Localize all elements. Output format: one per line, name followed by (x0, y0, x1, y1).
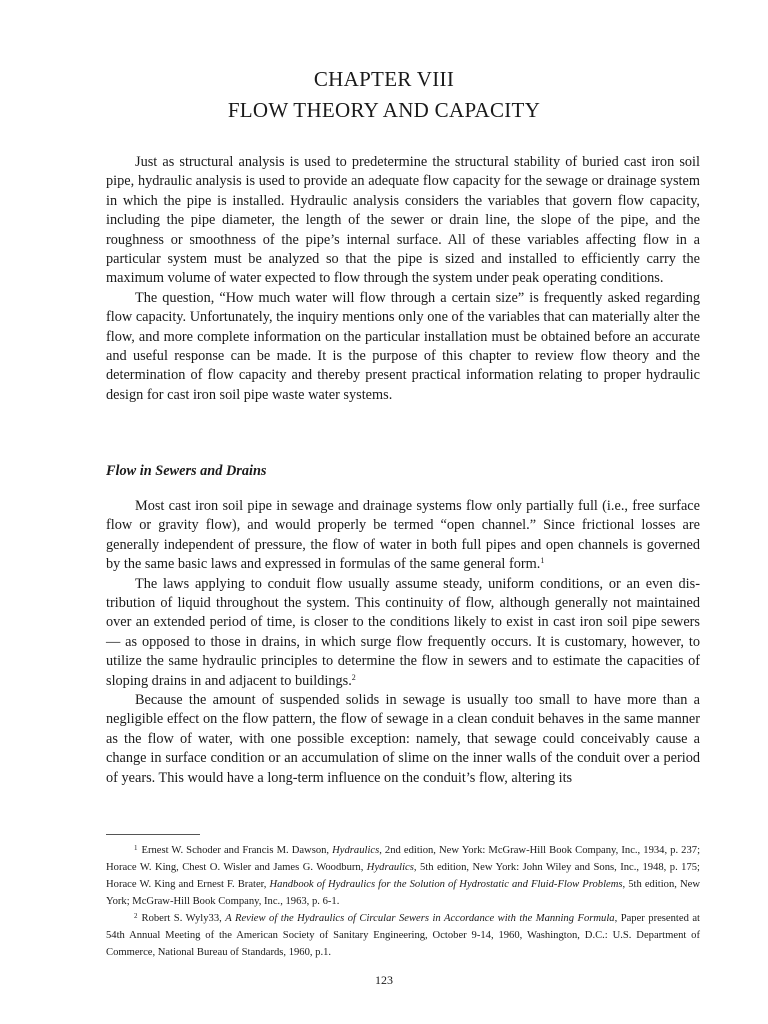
page-number: 123 (375, 973, 393, 987)
footnote-1-text-a: Ernest W. Schoder and Francis M. Dawson, (141, 845, 333, 856)
intro-paragraph-1: Just as structural analysis is used to predetermine the structural stability of buried cast iron soil pipe, hydraulic analysis is used to provide an adequate flow capacity for the sewage or drainage system in which the pipe is installed. Hydraulic analysis considers the variables that govern flow capacity, including the pipe diameter, the length of the sewer or drain line, the slope of the pipe, and the roughness or smoothness of the pipe’s internal surface. All of these variables affecting flow in a particular system must be analyzed so that the pipe is sized and installed to efficiently carry the maximum volume of water expected to flow through the system under peak operating conditions. (106, 154, 700, 287)
footnote-2-text-a: Robert S. Wyly33, (141, 913, 226, 924)
section-paragraph-1-text: Most cast iron soil pipe in sewage and drainage systems flow only partially full (i.e., free surface flow or gravity flow), and would properly be termed “open channel.” Since frictional losses are generally independent of pressure, the flow of water in both full pipes and open channels is governed by the same basic laws and expressed in formulas of the same general form. (106, 498, 700, 573)
footnote-ref-1: 1 (540, 556, 545, 566)
footnote-1-text-e: , 5th edition, New York: John Wiley and Sons, Inc., 1948, p. 175; Horace W. King and Ernest F. Brater, (106, 862, 700, 890)
footnote-1-title-b: Hydraulics (366, 862, 414, 873)
section-text (106, 497, 700, 788)
chapter-title (0, 64, 768, 126)
footnote-1 (106, 842, 700, 910)
footnote-1-mark: 1 (134, 844, 138, 852)
footnote-ref-2: 2 (351, 672, 356, 682)
footnote-2-text-c: , Paper presented at 54th Annual Meeting of the American Society of Sanitary Engineering, October 9-14, 1960, Washington, D.C.: U.S. Department of Commerce, National Bureau of Standards, 1960, p.1. (106, 913, 700, 958)
footnote-divider (106, 834, 200, 835)
section-paragraph-2 (106, 575, 700, 691)
footnote-2-mark: 2 (134, 912, 138, 920)
footnote-1-title-a: Hydraulics (332, 845, 380, 856)
footnote-2 (106, 910, 700, 961)
section-heading: Flow in Sewers and Drains (106, 463, 267, 479)
footnote-2-title: A Review of the Hydraulics of Circular Sewers in Accordance with the Manning Formula (225, 913, 615, 924)
chapter-number: CHAPTER VIII (313, 67, 455, 91)
chapter-name: FLOW THEORY AND CAPACITY (227, 98, 541, 122)
section-paragraph-1 (106, 497, 700, 575)
section-paragraph-3: Because the amount of suspended solids in sewage is usually too small to have more than a negligible effect on the flow pattern, the flow of sewage in a clean conduit behaves in the same manner as the flow of water, with one possible exception: namely, that sewage could conceivably cause a change in surface condition or an accumulation of slime on the inner walls of the conduit over a period of years. This would have a long-term influence on the conduit’s flow, altering its (106, 692, 700, 786)
section-paragraph-2-text: The laws applying to conduit flow usually assume steady, uniform conditions, or an even distribution of liquid throughout the system. This continuity of flow, although generally not maintained over an extended period of time, is closer to the conditions likely to exist in cast iron soil pipe sewers — as opposed to those in drains, in which surge flow frequently occurs. It is customary, however, to utilize the same hydraulic principles to determine the flow in sewers and to estimate the capacities of sloping drains in and adjacent to buildings. (106, 575, 700, 689)
footnote-1-text-g: , 5th edition, New York; McGraw-Hill Book Company, Inc., 1963, p. 6-1. (106, 879, 700, 907)
intro-paragraph-2: The question, “How much water will flow through a certain size” is frequently asked regarding flow capacity. Unfortunately, the inquiry mentions only one of the variables that can materially alter the flow, and more complete information on the particular installation must be obtained before an accurate and useful response can be made. It is the purpose of this chapter to review flow theory and the determination of flow capacity and thereby present practical information relating to proper hydraulic design for cast iron soil pipe waste water systems. (106, 289, 700, 403)
footnote-1-text-c: , 2nd edition, New York: McGraw-Hill Book Company, Inc., 1934, p. 237; Horace W. King, Chest O. Wisler and James G. Woodburn, (106, 845, 701, 873)
intro-text (106, 153, 700, 405)
footnotes (106, 842, 700, 961)
footnote-1-title-c: Handbook of Hydraulics for the Solution of Hydrostatic and Fluid-Flow Problems (269, 879, 623, 890)
